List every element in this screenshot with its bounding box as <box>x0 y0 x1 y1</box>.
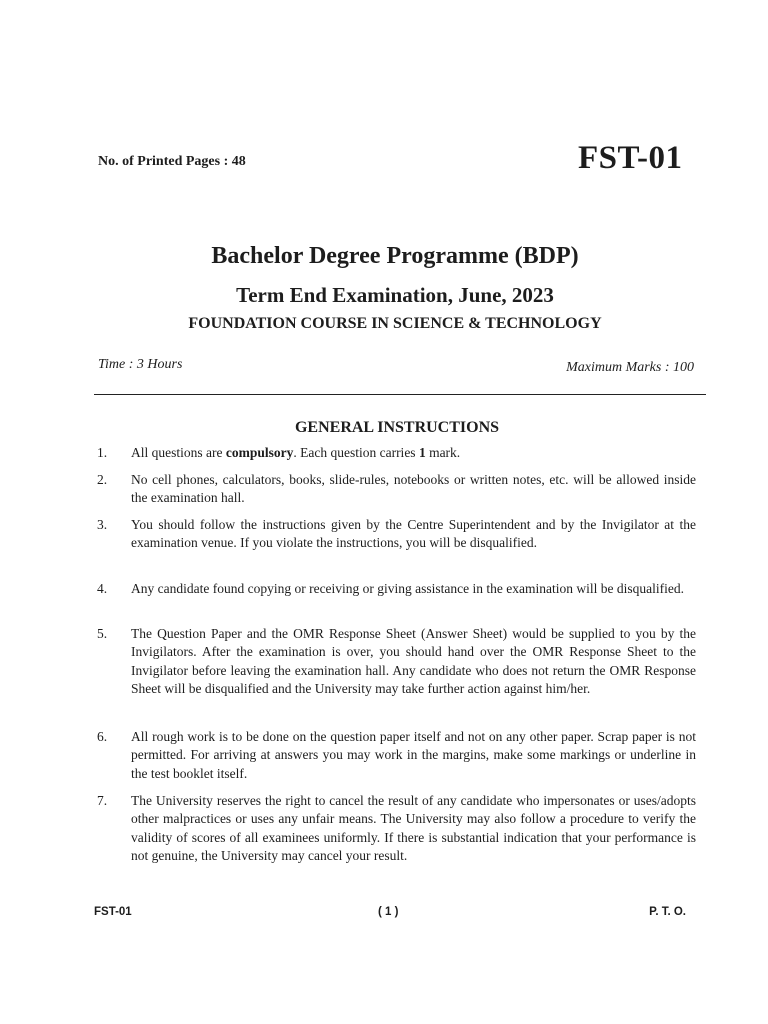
instruction-number: 3. <box>97 517 108 532</box>
instruction-text: All questions are compulsory. Each question carries 1 mark. <box>131 445 461 460</box>
instruction-item <box>97 516 696 553</box>
printed-pages-count: No. of Printed Pages : 48 <box>98 154 246 169</box>
course-code: FST-01 <box>578 140 683 176</box>
instruction-text: The Question Paper and the OMR Response Sheet (Answer Sheet) would be supplied to you by the Invigilators. After the examination is over, you should hand over the OMR Response Sheet to the Invigilator before leaving the examination hall. Any candidate who does not return the OMR Response Sheet will be disqualified and the University may take further action against him/her. <box>131 626 696 697</box>
programme-title: Bachelor Degree Programme (BDP) <box>211 243 579 269</box>
instruction-text: The University reserves the right to cancel the result of any candidate who impersonates or uses/adopts other malpractices or uses any unfair means. The University may also follow a procedure to verify the validity of scores of all examinees uniformly. If there is substantial indication that your performance is not genuine, the University may cancel your result. <box>131 793 696 864</box>
instruction-item <box>97 792 696 866</box>
please-turn-over: P. T. O. <box>649 906 686 918</box>
instruction-text: No cell phones, calculators, books, slide-rules, notebooks or written notes, etc. will be allowed inside the examination hall. <box>131 472 696 506</box>
instruction-number: 4. <box>97 581 108 596</box>
instruction-number: 7. <box>97 793 108 808</box>
maximum-marks: Maximum Marks : 100 <box>566 360 694 375</box>
instruction-item <box>97 625 696 699</box>
footer-course-code: FST-01 <box>94 906 132 918</box>
exam-title: Term End Examination, June, 2023 <box>236 283 554 307</box>
instruction-number: 5. <box>97 626 108 641</box>
instruction-item <box>97 471 696 508</box>
instruction-item <box>97 444 696 462</box>
instruction-item <box>97 580 696 598</box>
instruction-text: You should follow the instructions given by the Centre Superintendent and by the Invigilator at the examination venue. If you violate the instructions, you will be disqualified. <box>131 517 696 551</box>
page-number: ( 1 ) <box>378 906 399 918</box>
instruction-number: 6. <box>97 729 108 744</box>
exam-duration: Time : 3 Hours <box>98 357 183 372</box>
instruction-number: 1. <box>97 445 108 460</box>
header-divider <box>94 394 706 395</box>
instruction-item <box>97 728 696 783</box>
instruction-text: Any candidate found copying or receiving or giving assistance in the examination will be disqualified. <box>131 581 684 596</box>
instruction-number: 2. <box>97 472 108 487</box>
instruction-text: All rough work is to be done on the question paper itself and not on any other paper. Scrap paper is not permitted. For arriving at answers you may work in the margins, make some markings or underline in the test booklet itself. <box>131 729 696 781</box>
instructions-heading: GENERAL INSTRUCTIONS <box>294 419 500 436</box>
course-title: FOUNDATION COURSE IN SCIENCE & TECHNOLOGY <box>188 315 602 332</box>
